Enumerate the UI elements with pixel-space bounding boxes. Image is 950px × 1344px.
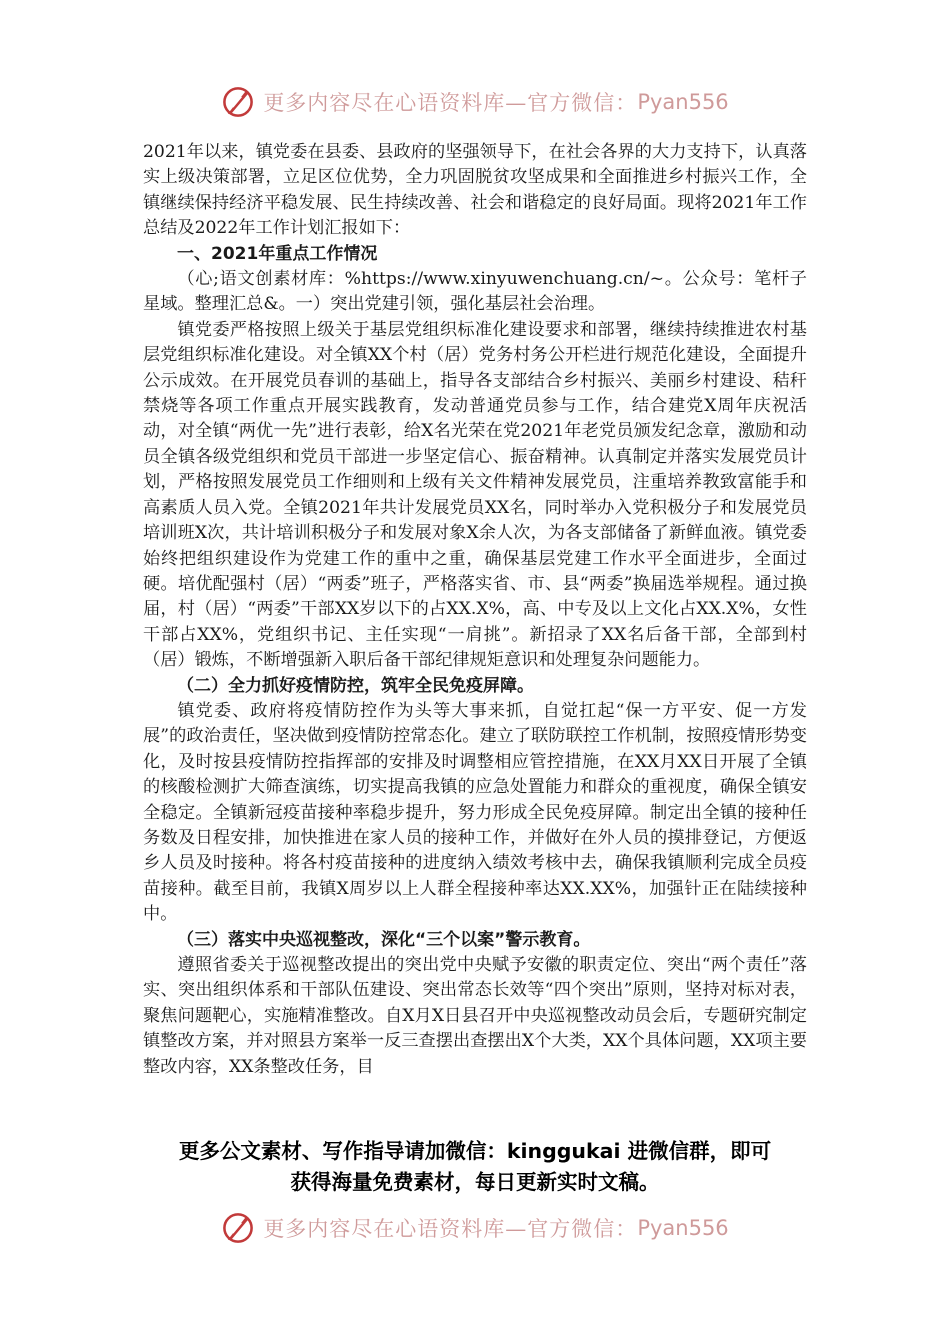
intro-paragraph: 2021年以来，镇党委在县委、县政府的坚强领导下，在社会各界的大力支持下，认真落实上级决策部署，立足区位优势，全力巩固脱贫攻坚成果和全面推进乡村振兴工作，全镇继续保持经济平稳发展、民生持续改善、社会和谐稳定的良好局面。现将2021年工作总结及2022年工作计划汇报如下： — [143, 142, 807, 239]
subsection-heading-2: （二）全力抓好疫情防控，筑牢全民免疫屏障。 — [177, 675, 534, 696]
header-banner — [0, 82, 950, 122]
quill-logo-icon — [221, 85, 255, 119]
document-body — [143, 140, 807, 1080]
body-paragraph-3: 遵照省委关于巡视整改提出的突出党中央赋予安徽的职责定位、突出“两个责任”落实、突出组织体系和干部队伍建设、突出常态长效等“四个突出”原则，坚持对标对表，聚焦问题靶心，实施精准整改。自X月X日县召开中央巡视整改动员会后，专题研究制定镇整改方案，并对照县方案举一反三查摆出查摆出X个大类，XX个具体问题，XX项主要整改内容，XX条整改任务，目 — [143, 955, 807, 1077]
subsection-line-1: （心;语文创素材库：%https://www.xinyuwenchuang.cn/~。公众号：笔杆子星域。整理汇总&。一）突出党建引领，强化基层社会治理。 — [143, 269, 807, 315]
banner-text: 更多内容尽在心语资料库—官方微信： — [263, 1217, 638, 1241]
promo-line-2: 获得海量免费素材，每日更新实时文稿。 — [290, 1170, 660, 1194]
body-paragraph-1: 镇党委严格按照上级关于基层党组织标准化建设要求和部署，继续持续推进农村基层党组织标准化建设。对全镇XX个村（居）党务村务公开栏进行规范化建设，全面提升公示成效。在开展党员春训的基础上，指导各支部结合乡村振兴、美丽乡村建设、秸秆禁烧等各项工作重点开展实践教育，发动普通党员参与工作，结合建党X周年庆祝活动，对全镇“两优一先”进行表彰，给X名光荣在党2021年老党员颁发纪念章，激励和动员全镇各级党组织和党员干部进一步坚定信心、振奋精神。认真制定并落实发展党员计划，严格按照发展党员工作细则和上级有关文件精神发展党员，注重培养教致富能手和高素质人员入党。全镇2021年共计发展党员XX名，同时举办入党积极分子和发展党员培训班X次，共计培训积极分子和发展对象X余人次，为各支部储备了新鲜血液。镇党委始终把组织建设作为党建工作的重中之重，确保基层党建工作水平全面进步，全面过硬。培优配强村（居）“两委”班子，严格落实省、市、县“两委”换届选举规程。通过换届，村（居）“两委”干部XX岁以下的占XX.X%，高、中专及以上文化占XX.X%，女性干部占XX%，党组织书记、主任实现“一肩挑”。新招录了XX名后备干部，全部到村（居）锻炼，不断增强新入职后备干部纪律规矩意识和处理复杂问题能力。 — [143, 319, 807, 671]
section-heading-1: 一、2021年重点工作情况 — [177, 243, 378, 264]
banner-text: 更多内容尽在心语资料库—官方微信： — [263, 91, 638, 115]
banner-wechat-id: Pyan556 — [637, 1216, 729, 1240]
promo-line-1: 更多公文素材、写作指导请加微信：kinggukai 进微信群，即可 — [178, 1139, 772, 1163]
promo-notice — [120, 1136, 830, 1198]
body-paragraph-2: 镇党委、政府将疫情防控作为头等大事来抓，自觉扛起“保一方平安、促一方发展”的政治责任，坚决做到疫情防控常态化。建立了联防联控工作机制，按照疫情形势变化，及时按县疫情防控指挥部的安排及时调整相应管控措施，在XX月XX日开展了全镇的核酸检测扩大筛查演练，切实提高我镇的应急处置能力和群众的重视度，确保全镇安全稳定。全镇新冠疫苗接种率稳步提升，努力形成全民免疫屏障。制定出全镇的接种任务数及日程安排，加快推进在家人员的接种工作，并做好在外人员的摸排登记，方便返乡人员及时接种。将各村疫苗接种的进度纳入绩效考核中去，确保我镇顺利完成全员疫苗接种。截至目前，我镇X周岁以上人群全程接种率达XX.XX%，加强针正在陆续接种中。 — [143, 700, 807, 925]
banner-wechat-id: Pyan556 — [637, 90, 729, 114]
subsection-heading-3: （三）落实中央巡视整改，深化“三个以案”警示教育。 — [177, 929, 591, 950]
quill-logo-icon — [221, 1211, 255, 1245]
footer-banner — [0, 1208, 950, 1248]
